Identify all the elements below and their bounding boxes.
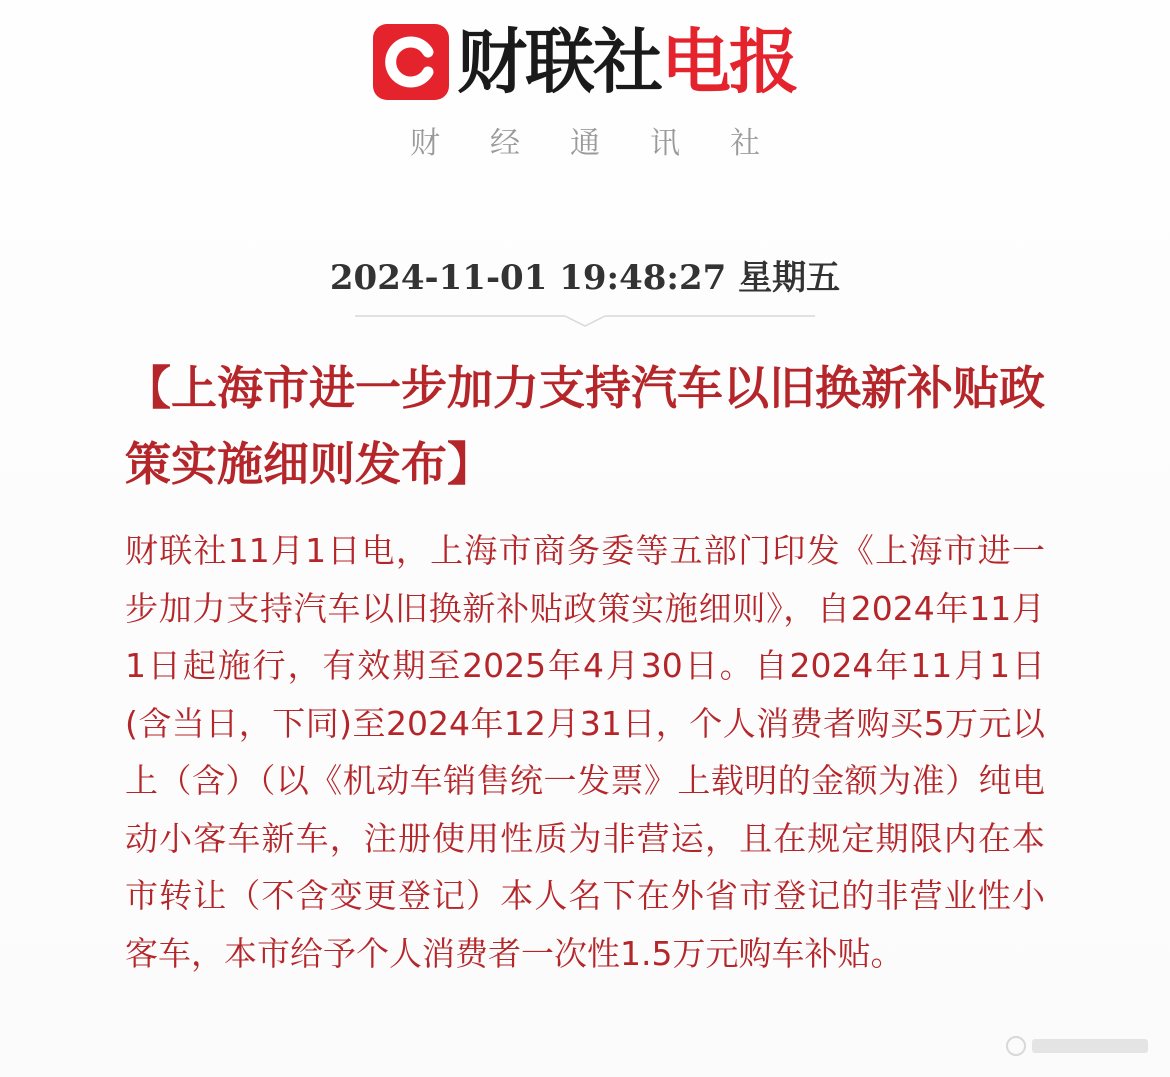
brand-telegraph: 电报 (661, 21, 797, 103)
watermark-icon (1004, 1031, 1154, 1061)
cls-logo-icon (373, 24, 449, 100)
article-body: 财联社11月1日电，上海市商务委等五部门印发《上海市进一步加力支持汽车以旧换新补贴政策实施细则》，自2024年11月1日起施行，有效期至2025年4月30日。自2024年11月1日(含当日，下同)至2024年12月31日，个人消费者购买5万元以上（含）（以《机动车销售统一发票》上载明的金额为准）纯电动小客车新车，注册使用性质为非营运，且在规定期限内在本市转让（不含变更登记）本人名下在外省市登记的非营业性小客车，本市给予个人消费者一次性1.5万元购车补贴。 (125, 531, 1045, 973)
brand-subtitle: 财经通讯社 (410, 126, 810, 161)
brand-logo (0, 22, 1170, 102)
article-datetime: 2024-11-01 19:48:27 星期五 (329, 258, 841, 298)
brand-name: 财联社 (457, 21, 661, 103)
pointer-divider-icon (355, 314, 815, 328)
article-headline: 【上海市进一步加力支持汽车以旧换新补贴政策实施细则发布】 (125, 361, 1045, 491)
